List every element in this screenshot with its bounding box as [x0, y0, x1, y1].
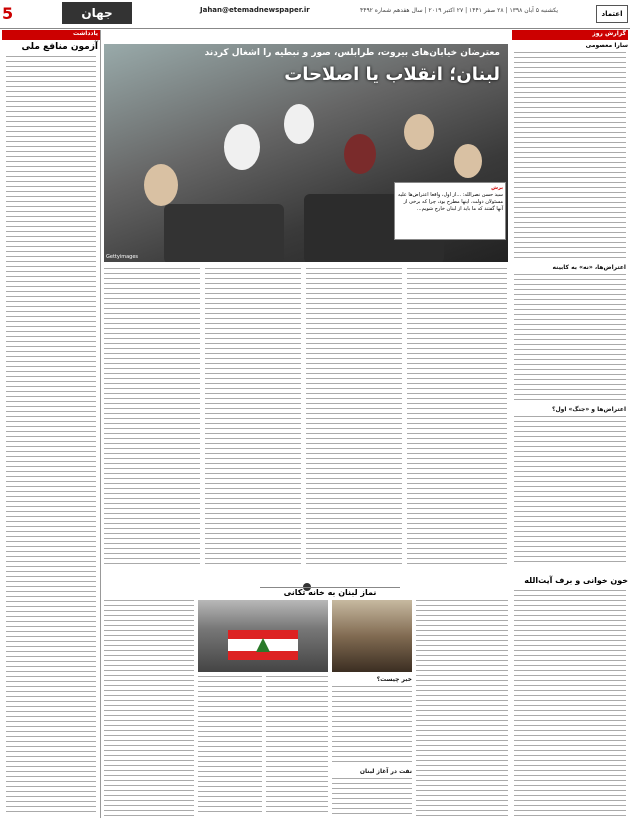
bottom-inner-subhead-2: نفت در آغاز لبنان	[359, 768, 412, 775]
newspaper-logo: اعتماد	[596, 5, 628, 23]
body-col-2	[205, 268, 301, 568]
right-column-body-1	[514, 52, 626, 262]
bottom-center-label: نماز لبنان به خانه تکانی	[260, 587, 400, 600]
main-headline: لبنان؛ انقلاب یا اصلاحات	[284, 64, 500, 85]
bottom-col-3	[266, 676, 328, 816]
left-column-title: آزمون منافع ملی	[21, 42, 98, 52]
photo-credit: Gettyimages	[106, 254, 139, 260]
bottom-col-2	[198, 676, 262, 816]
caption-tag: برش	[491, 185, 503, 191]
main-kicker: معترضان خیابان‌های بیروت، طرابلس، صور و نبطیه را اشغال کردند	[204, 48, 500, 58]
bottom-col-1	[104, 600, 194, 816]
bottom-col-4	[416, 600, 508, 816]
left-column-tag: یادداشت	[2, 30, 100, 40]
bottom-col-3c	[332, 778, 412, 816]
bottom-photo-flag	[198, 600, 328, 672]
left-column-body	[6, 56, 96, 816]
page-number: 5	[2, 4, 14, 23]
body-col-3	[306, 268, 402, 568]
right-subhead-2: اعتراض‌ها و «جنگ» اول؟	[551, 406, 626, 413]
right-subhead-1: اعتراض‌ها، «نه» به کابینه	[552, 264, 626, 271]
right-column-tag: گزارش روز	[512, 30, 628, 40]
bottom-right-headline: خون خوانی و برف آیت‌الله	[524, 576, 628, 585]
website-link[interactable]: Jahan@etemadnewspaper.ir	[200, 6, 310, 14]
bottom-photo-fire	[332, 600, 412, 672]
bottom-inner-subhead: خبر چیست؟	[376, 676, 412, 683]
body-col-1	[104, 268, 200, 568]
caption-text: سید حسن نصرالله: ...از اول، واقعا اعتراض‌ها علیه مسئولان دولت، اینها مطرح بود، چرا که برخی از آنها گفتند که ما باید از لبنان خارج شویم...	[397, 192, 503, 212]
section-name: جهان	[62, 2, 132, 24]
body-col-4	[407, 268, 507, 568]
right-column-author: سارا معصومی	[585, 42, 628, 49]
right-column-body-2	[514, 274, 626, 404]
bottom-col-3b	[332, 686, 412, 766]
right-column-body-3	[514, 416, 626, 566]
bottom-right-body	[514, 590, 626, 816]
caption-box	[394, 182, 506, 240]
dateline: یکشنبه ۵ آبان ۱۳۹۸ | ۲۸ صفر ۱۴۴۱ | ۲۷ اکتبر ۲۰۱۹ | سال هفدهم شماره ۴۴۹۲	[360, 7, 559, 14]
